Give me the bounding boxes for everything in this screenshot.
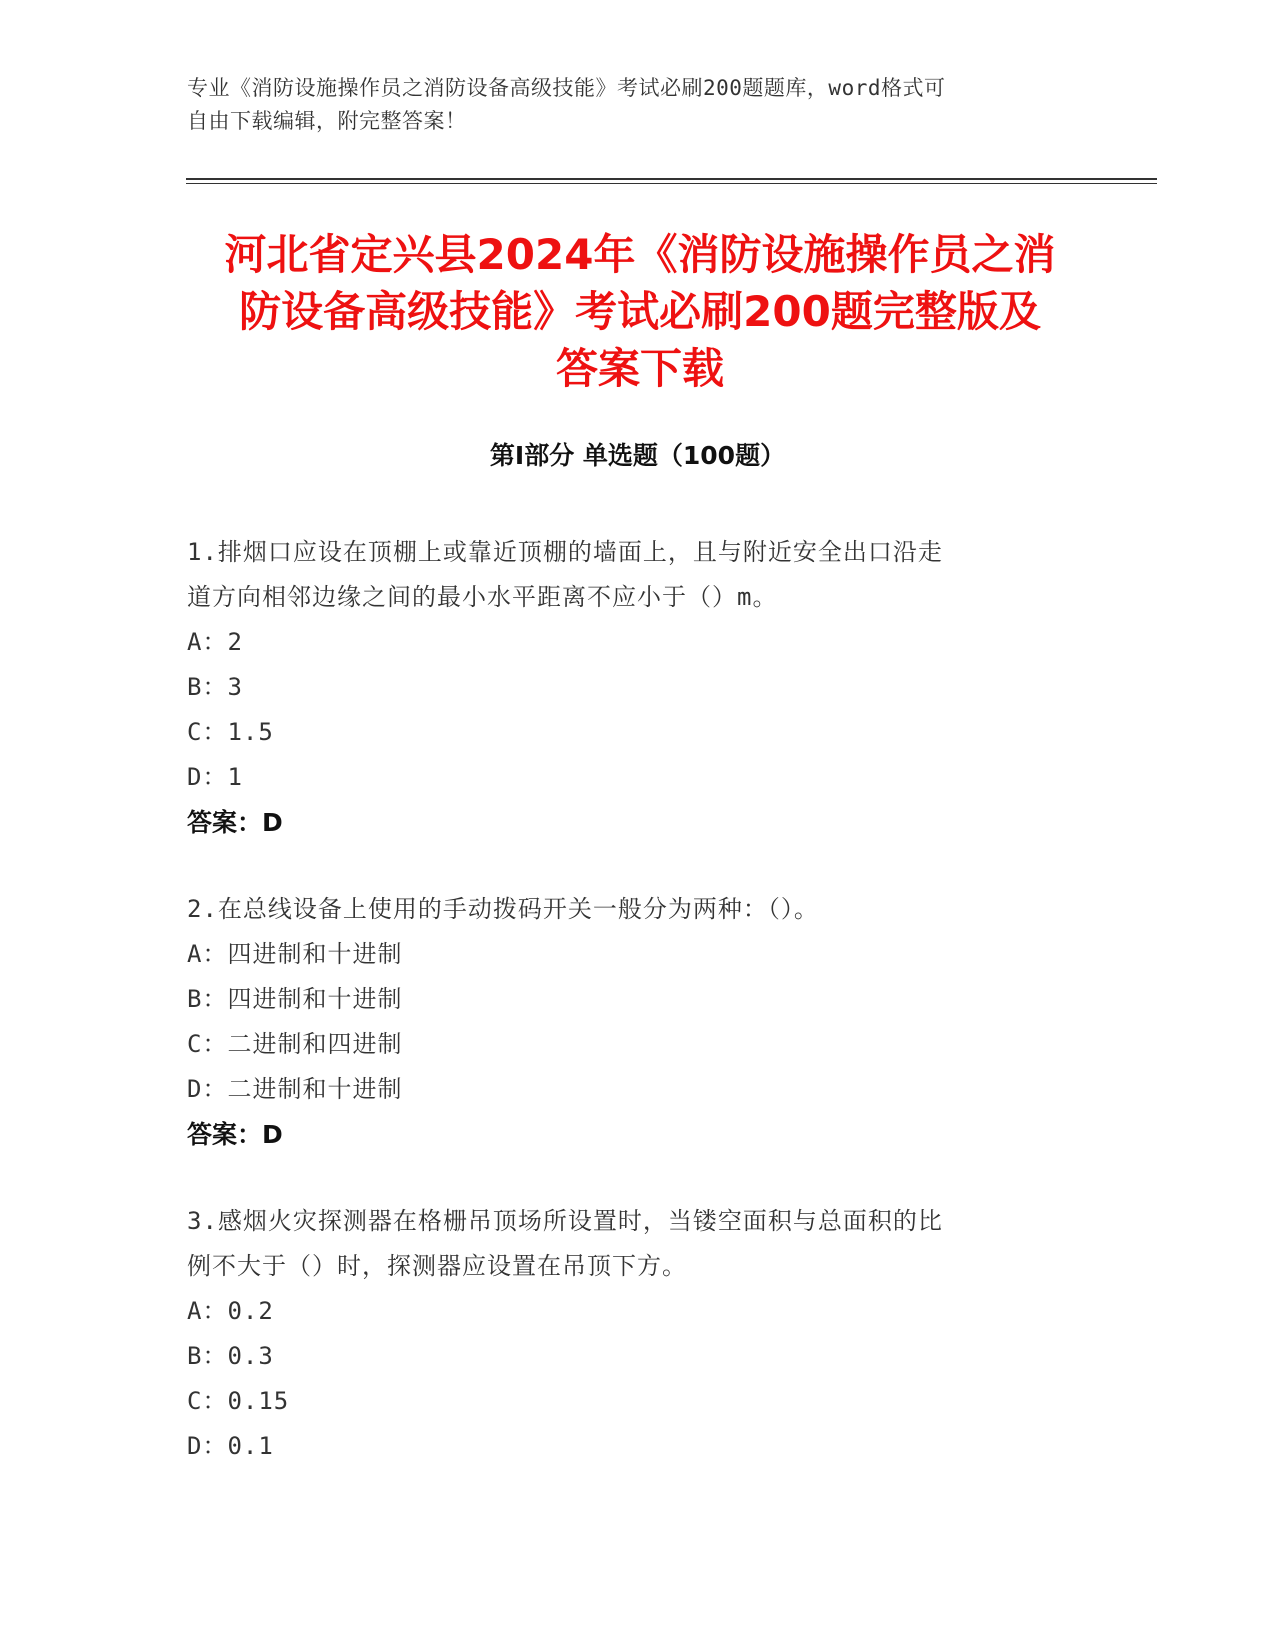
option-c: C：1.5 bbox=[187, 718, 274, 746]
option-a: A：2 bbox=[187, 628, 243, 656]
option-b: B：0.3 bbox=[187, 1342, 274, 1370]
question-stem-line: 例不大于（）时，探测器应设置在吊顶下方。 bbox=[187, 1252, 687, 1280]
question-item bbox=[187, 530, 1087, 845]
option-d: D：1 bbox=[187, 763, 243, 791]
question-item bbox=[187, 1199, 1087, 1469]
option-b: B：3 bbox=[187, 673, 243, 701]
question-stem bbox=[187, 530, 1087, 620]
answer: 答案：D bbox=[187, 808, 283, 837]
question-stem-line: 2.在总线设备上使用的手动拨码开关一般分为两种：（）。 bbox=[187, 895, 819, 923]
option-d: D：0.1 bbox=[187, 1432, 274, 1460]
section-title: 第Ⅰ部分 单选题（100题） bbox=[489, 441, 786, 470]
question-item bbox=[187, 887, 1087, 1157]
option-b: B：四进制和十进制 bbox=[187, 985, 403, 1013]
question-stem-line: 道方向相邻边缘之间的最小水平距离不应小于（）m。 bbox=[187, 583, 778, 611]
question-stem-line: 1.排烟口应设在顶棚上或靠近顶棚的墙面上，且与附近安全出口沿走 bbox=[187, 538, 943, 566]
document-title-line: 防设备高级技能》考试必刷200题完整版及 bbox=[239, 287, 1041, 336]
option-a: A：四进制和十进制 bbox=[187, 940, 403, 968]
option-c: C：0.15 bbox=[187, 1387, 290, 1415]
question-stem-line: 3.感烟火灾探测器在格栅吊顶场所设置时，当镂空面积与总面积的比 bbox=[187, 1207, 943, 1235]
header-note bbox=[187, 72, 1087, 138]
question-stem bbox=[187, 887, 1087, 932]
header-divider-thin bbox=[186, 183, 1157, 184]
option-c: C：二进制和四进制 bbox=[187, 1030, 403, 1058]
option-d: D：二进制和十进制 bbox=[187, 1075, 403, 1103]
answer: 答案：D bbox=[187, 1120, 283, 1149]
document-title-line: 答案下载 bbox=[555, 344, 724, 393]
header-note-line: 自由下载编辑，附完整答案！ bbox=[187, 109, 467, 133]
question-list bbox=[187, 530, 1087, 1511]
document-title bbox=[160, 226, 1120, 397]
header-divider bbox=[186, 178, 1157, 180]
option-a: A：0.2 bbox=[187, 1297, 274, 1325]
header-note-line: 专业《消防设施操作员之消防设备高级技能》考试必刷200题题库，word格式可 bbox=[187, 76, 946, 100]
question-stem bbox=[187, 1199, 1087, 1289]
document-title-line: 河北省定兴县2024年《消防设施操作员之消 bbox=[224, 230, 1056, 279]
